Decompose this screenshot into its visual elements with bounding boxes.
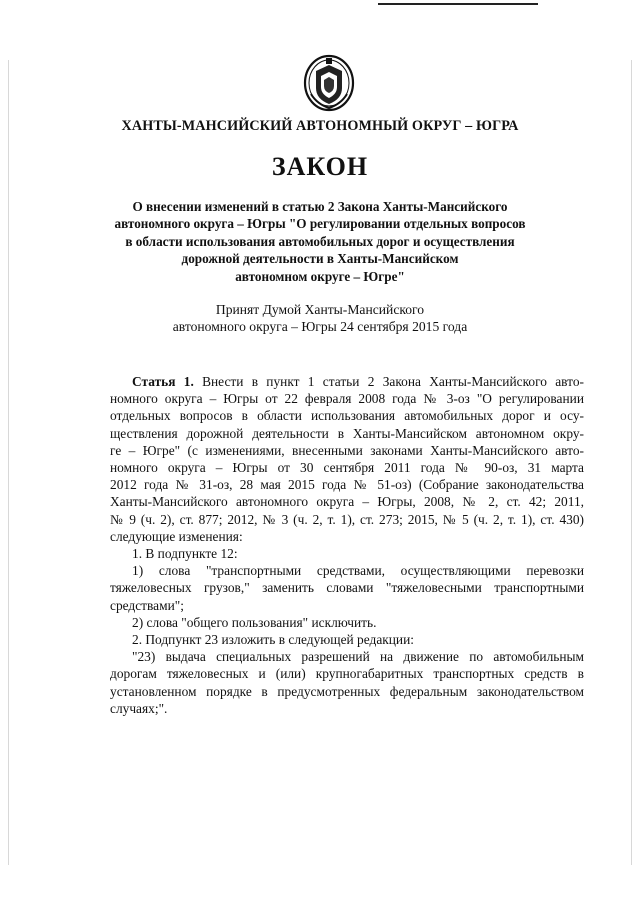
article-line: отдельных вопросов в области использования автомобильных дорог и осу-	[110, 408, 584, 424]
item-2-quote-line: установленном порядке в предусмотренных федеральным законодательством	[110, 683, 584, 699]
article-line: № 9 (ч. 2), ст. 877; 2012, № 3 (ч. 2, т. 1), ст. 273; 2015, № 5 (ч. 2, т. 1), ст. 430)	[110, 511, 584, 527]
item-1-1-line: тяжеловесных грузов," заменить словами "тяжеловесными транспортными	[110, 580, 584, 596]
article-line: номного округа – Югры от 22 февраля 2008 года № 3-оз "О регулировании	[110, 391, 584, 407]
item-2-quote-line: дорогам тяжеловесных и (или) крупногабаритных транспортных средств в	[110, 666, 584, 682]
article-first-line	[110, 373, 584, 390]
item-1: 1. В подпункте 12:	[132, 546, 238, 562]
article-line: 2012 года № 31-оз, 28 мая 2015 года № 51-оз) (Собрание законодательства	[110, 477, 584, 493]
document-title	[100, 198, 540, 285]
item-2-quote-line: "23) выдача специальных разрешений на движение по автомобильным	[132, 649, 584, 665]
article-line: ге – Югре" (с изменениями, внесенными законами Ханты-Мансийского авто-	[110, 442, 584, 458]
document-body	[110, 373, 584, 717]
article-line: Ханты-Мансийского автономного округа – Югры, 2008, № 2, ст. 42; 2011,	[110, 494, 584, 510]
item-2-quote-line: случаях;".	[110, 700, 168, 716]
adoption-line: автономного округа – Югры 24 сентября 2015 года	[172, 319, 468, 334]
title-line: автономном округе – Югре"	[235, 268, 405, 284]
adoption-note	[100, 301, 540, 335]
item-1-1-line: 1) слова "транспортными средствами, осуществляющими перевозки	[132, 563, 584, 579]
title-line: дорожной деятельности в Ханты-Мансийском	[181, 251, 459, 267]
adoption-line: Принят Думой Ханты-Мансийского	[215, 302, 425, 317]
title-line: О внесении изменений в статью 2 Закона Ханты-Мансийского	[132, 199, 508, 214]
item-2: 2. Подпункт 23 изложить в следующей редакции:	[132, 632, 414, 648]
title-line: в области использования автомобильных дорог и осуществления	[125, 233, 515, 249]
article-line: номного округа – Югры от 30 сентября 2011 года № 90-оз, 31 марта	[110, 460, 584, 476]
coat-of-arms-icon	[303, 54, 355, 112]
title-line: автономного округа – Югры "О регулировании отдельных вопросов	[114, 216, 526, 232]
item-1-1-line: средствами";	[110, 597, 184, 613]
article-label: Статья 1.	[132, 374, 194, 389]
region-name: ХАНТЫ-МАНСИЙСКИЙ АВТОНОМНЫЙ ОКРУГ – ЮГРА	[121, 118, 519, 134]
item-1-2: 2) слова "общего пользования" исключить.	[132, 614, 377, 630]
document-type: ЗАКОН	[271, 152, 369, 181]
article-first-text: Внести в пункт 1 статьи 2 Закона Ханты-Мансийского авто-	[193, 374, 584, 389]
article-line: следующие изменения:	[110, 528, 243, 544]
top-rule	[378, 3, 538, 5]
article-line: ществления дорожной деятельности в Ханты-Мансийском автономном окру-	[110, 425, 584, 441]
